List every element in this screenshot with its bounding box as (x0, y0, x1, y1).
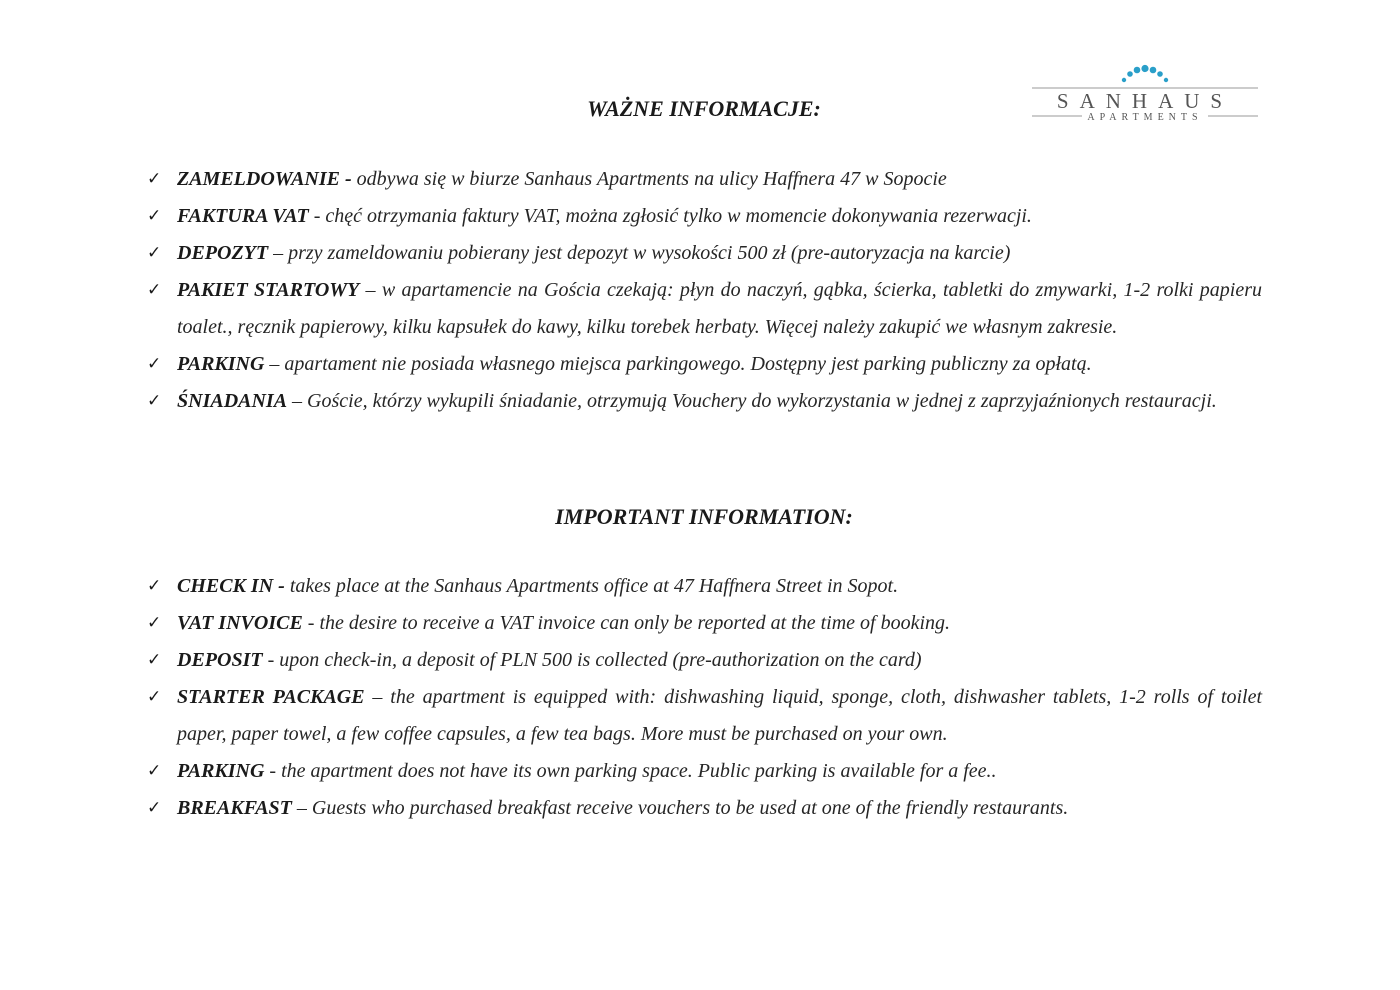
list-item (147, 383, 1262, 420)
list-item (147, 346, 1262, 383)
logo-subtitle: APARTMENTS (1087, 112, 1203, 123)
english-info-list (147, 568, 1262, 827)
list-item (147, 642, 1262, 679)
item-term: ZAMELDOWANIE - (177, 168, 352, 190)
list-item (147, 753, 1262, 790)
item-term: PARKING (177, 760, 265, 782)
item-term: BREAKFAST (177, 797, 292, 819)
list-item (147, 605, 1262, 642)
checkmark-icon: ✓ (147, 761, 162, 781)
item-term: DEPOZYT (177, 242, 269, 264)
checkmark-icon: ✓ (147, 650, 162, 670)
list-item (147, 272, 1262, 346)
checkmark-icon: ✓ (147, 206, 162, 226)
item-term: CHECK IN - (177, 575, 285, 597)
checkmark-icon: ✓ (147, 391, 162, 411)
checkmark-icon: ✓ (147, 169, 162, 189)
checkmark-icon: ✓ (147, 243, 162, 263)
checkmark-icon: ✓ (147, 576, 162, 596)
checkmark-icon: ✓ (147, 798, 162, 818)
list-item (147, 568, 1262, 605)
item-text: – the apartment is equipped with: dishwashing liquid, sponge, cloth, dishwasher tablets, 1-2 rolls of toilet paper, paper towel, a few coffee capsules, a few tea bags. More must be purchased on your own. (177, 686, 1262, 745)
item-term: PARKING (177, 353, 265, 375)
checkmark-icon: ✓ (147, 613, 162, 633)
item-term: FAKTURA VAT (177, 205, 309, 227)
item-term: STARTER PACKAGE (177, 686, 365, 708)
item-term: DEPOSIT (177, 649, 263, 671)
item-text: - upon check-in, a deposit of PLN 500 is collected (pre-authorization on the card) (262, 649, 922, 671)
list-item (147, 161, 1262, 198)
english-heading: IMPORTANT INFORMATION: (555, 504, 853, 529)
item-text: – w apartamencie na Gościa czekają: płyn do naczyń, gąbka, ścierka, tabletki do zmywarki, 1-2 rolki papieru toalet., ręcznik papierowy, kilku kapsułek do kawy, kilku torebek herbaty. Więcej należy zakupić we własnym zakresie. (177, 279, 1262, 338)
list-item (147, 679, 1262, 753)
list-item (147, 198, 1262, 235)
item-text: - the apartment does not have its own parking space. Public parking is available for a fee.. (264, 760, 997, 782)
item-term: PAKIET STARTOWY (177, 279, 360, 301)
item-text: – Guests who purchased breakfast receive vouchers to be used at one of the friendly restaurants. (291, 797, 1069, 819)
polish-info-list (147, 161, 1262, 420)
checkmark-icon: ✓ (147, 687, 162, 707)
item-text: odbywa się w biurze Sanhaus Apartments na ulicy Haffnera 47 w Sopocie (351, 168, 947, 190)
item-term: VAT INVOICE (177, 612, 303, 634)
list-item (147, 790, 1262, 827)
logo-name: SANHAUS (1056, 89, 1234, 113)
item-text: - chęć otrzymania faktury VAT, można zgłosić tylko w momencie dokonywania rezerwacji. (308, 205, 1032, 227)
item-text: - the desire to receive a VAT invoice can only be reported at the time of booking. (302, 612, 950, 634)
list-item (147, 235, 1262, 272)
checkmark-icon: ✓ (147, 354, 162, 374)
item-term: ŚNIADANIA (177, 390, 288, 412)
item-text: takes place at the Sanhaus Apartments office at 47 Haffnera Street in Sopot. (284, 575, 899, 597)
checkmark-icon: ✓ (147, 280, 162, 300)
polish-heading: WAŻNE INFORMACJE: (587, 96, 821, 121)
item-text: – przy zameldowaniu pobierany jest depozyt w wysokości 500 zł (pre-autoryzacja na karcie) (268, 242, 1011, 264)
item-text: – apartament nie posiada własnego miejsca parkingowego. Dostępny jest parking publiczny za opłatą. (264, 353, 1092, 375)
item-text: – Goście, którzy wykupili śniadanie, otrzymują Vouchery do wykorzystania w jednej z zaprzyjaźnionych restauracji. (287, 390, 1217, 412)
